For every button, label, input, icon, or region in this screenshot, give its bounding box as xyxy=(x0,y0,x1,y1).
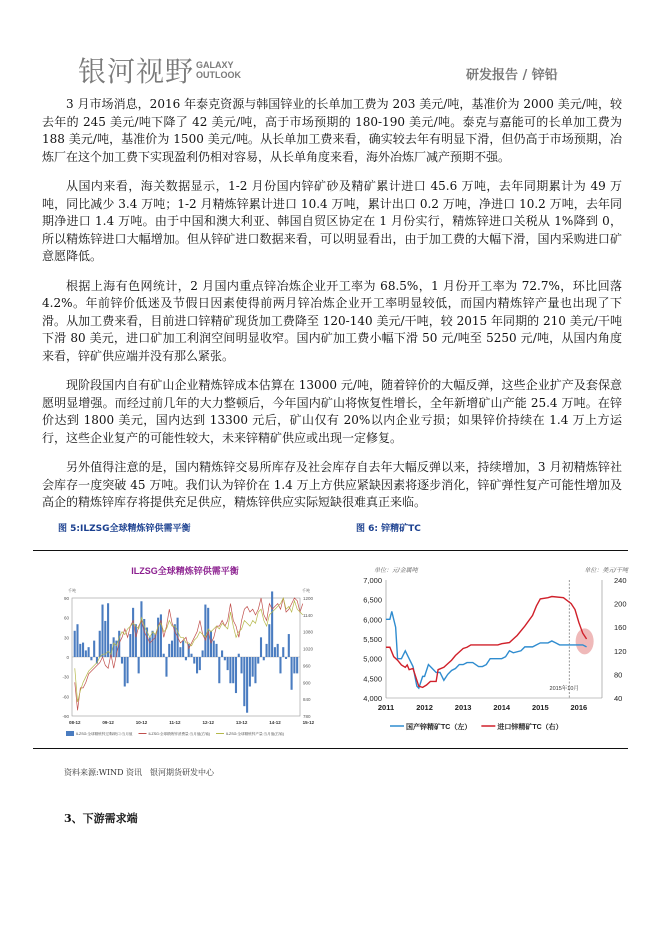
bar xyxy=(99,631,101,657)
y-tick-left: -90 xyxy=(62,714,69,719)
y-tick-right: 80 xyxy=(614,670,623,680)
bar xyxy=(132,608,134,657)
bar xyxy=(210,631,212,657)
bar xyxy=(101,605,103,657)
bar xyxy=(104,621,106,657)
bar xyxy=(246,657,248,713)
bar xyxy=(204,605,206,657)
bar xyxy=(296,657,298,673)
bar xyxy=(235,657,237,693)
bar xyxy=(185,657,187,660)
bar xyxy=(240,657,242,673)
legend-label: ILZSG:全球精炼锌过剩/缺口:当月值 xyxy=(76,732,133,736)
legend-label: ILZSG:全球精炼锌产量:当月值(右轴) xyxy=(226,732,284,736)
y-tick-right: 200 xyxy=(614,599,627,609)
bar xyxy=(221,650,223,657)
bar xyxy=(182,641,184,657)
bar xyxy=(279,657,281,673)
bar xyxy=(88,647,90,657)
logo-cn-text: 银河视野 xyxy=(78,55,195,88)
bar xyxy=(74,631,76,657)
y-tick-left: 90 xyxy=(63,596,69,601)
bar xyxy=(171,641,173,657)
bar xyxy=(82,643,84,657)
right-unit: 千吨 xyxy=(302,588,310,593)
y-tick-right: 120 xyxy=(614,646,627,656)
chart-zinc-tc xyxy=(350,558,630,744)
bar xyxy=(263,657,265,660)
paragraph: 从国内来看，海关数据显示，1-2 月份国内锌矿砂及精矿累计进口 45.6 万吨，去年同期累计为 49 万吨，同比减少 3.4 万吨；1-2 月精炼锌累计进口 10.4 万吨，累计出口 0.2 万吨，净进口 10.2 万吨，去年同期净进口 1.4 万吨。由于中国和澳大利亚、韩国自贸区协定在 1 月份实行，精炼锌进口关税从 1%降到 0，所以精炼锌进口大幅增加。但从锌矿进口数据来看，可以明显看出，由于加工费的大幅下滑，国内采购进口矿意愿降低。 xyxy=(42,179,622,263)
y-tick-left: 4,500 xyxy=(363,674,382,684)
bar xyxy=(227,657,229,670)
bar xyxy=(232,657,234,683)
y-tick-right: 780 xyxy=(303,714,311,719)
bar xyxy=(249,657,251,687)
bar xyxy=(76,624,78,657)
bar xyxy=(285,657,287,659)
bar xyxy=(266,644,268,657)
logo-en-text xyxy=(196,60,241,80)
bar xyxy=(165,657,167,677)
source-note: 资料来源:WIND 资讯 银河期货研发中心 xyxy=(64,768,215,777)
bar xyxy=(129,634,131,657)
y-tick-left: 6,500 xyxy=(363,595,382,605)
y-tick-left: -60 xyxy=(62,694,69,700)
y-tick-left: -30 xyxy=(62,674,69,680)
y-tick-right: 960 xyxy=(303,663,311,669)
left-unit: 单位：元/金属吨 xyxy=(374,568,418,574)
bar xyxy=(90,657,92,660)
bar xyxy=(213,641,215,657)
legend-label: 国产锌精矿TC（左） xyxy=(406,724,472,731)
y-tick-right: 1020 xyxy=(303,646,314,652)
y-tick-left: 6,000 xyxy=(363,615,382,625)
paragraph: 3 月市场消息，2016 年泰克资源与韩国锌业的长单加工费为 203 美元/吨，基准价为 2000 美元/吨，较去年的 245 美元/吨下降了 42 美元/吨，高于市场预期的 180-190 美元/吨。泰克与嘉能可的长单加工费为 188 美元/吨，基准价为 1500 美元/吨。从长单加工费来看，确实较去年有明显下滑，但仍高于市场预期，冶炼厂在这个加工费下实现盈利仍相对容易，从长单角度来看，海外冶炼厂减产预期不强。 xyxy=(42,97,622,164)
y-tick-right: 1200 xyxy=(303,596,314,601)
bar xyxy=(168,644,170,657)
bar xyxy=(252,657,254,677)
bar xyxy=(243,657,245,706)
figure-bottom-rule xyxy=(33,748,628,749)
figure-top-rule xyxy=(33,550,628,551)
paragraph: 另外值得注意的是，国内精炼锌交易所库存及社会库存自去年大幅反弹以来，持续增加，3 月初精炼锌社会库存一度突破 45 万吨。我们认为锌价在 1.4 万上方供应紧缺因素将逐步消化，锌矿弹性复产可能性增加及高企的精炼锌库存将提供充足供应，精炼锌供应实际短缺很难真正来临。 xyxy=(42,460,622,509)
chart-title: ILZSG全球精炼锌供需平衡 xyxy=(131,566,239,576)
legend-swatch xyxy=(66,731,74,736)
y-tick-right: 1140 xyxy=(303,612,313,618)
bar xyxy=(85,650,87,657)
bar xyxy=(229,657,231,683)
highlight-ellipse xyxy=(576,628,594,654)
x-tick: 2015 xyxy=(531,703,549,712)
bar xyxy=(202,650,204,657)
x-tick: 11-12 xyxy=(169,720,181,725)
y-tick-right: 1080 xyxy=(303,629,314,635)
bar xyxy=(152,631,154,657)
bar xyxy=(238,654,240,657)
bar xyxy=(254,657,256,683)
x-tick: 13-12 xyxy=(235,720,248,725)
bar xyxy=(257,657,259,664)
bar xyxy=(163,654,165,657)
y-tick-right: 240 xyxy=(614,576,627,585)
bar xyxy=(277,644,279,657)
legend-label: ILZSG:全球精炼锌消费量:当月值(右轴) xyxy=(148,732,211,736)
bar xyxy=(288,634,290,657)
figure5-caption: 图 5:ILZSG全球精炼锌供需平衡 xyxy=(58,524,191,534)
bar xyxy=(218,657,220,683)
report-type: 研发报告 / 锌铅 xyxy=(466,68,558,83)
y-tick-left: 4,000 xyxy=(363,694,382,703)
x-tick: 2012 xyxy=(416,703,433,712)
y-tick-right: 40 xyxy=(614,694,623,703)
x-tick: 09-12 xyxy=(102,720,114,725)
logo-en-1: GALAXY xyxy=(196,60,234,70)
x-tick: 2014 xyxy=(493,703,511,712)
bar xyxy=(107,603,109,657)
x-tick: 2013 xyxy=(454,703,472,712)
x-tick: 2016 xyxy=(570,703,588,712)
annotation-label: 2015年10月 xyxy=(549,686,579,692)
paragraph: 根据上海有色网统计，2 月国内重点锌冶炼企业开工率为 68.5%，1 月份开工率为 72.7%，环比回落 4.2%。年前锌价低迷及节假日因素使得前两月锌冶炼企业开工率明显较低，而国内精炼锌产量也出现了下滑。从加工费来看，目前进口锌精矿现货加工费降至 120-140 美元/干吨，较 2015 年同期的 210 美元/干吨下滑 80 美元，进口矿加工利润空间明显收窄。国内矿加工费小幅下滑 50 元/吨至 5250 元/吨，从国内角度来看，锌矿供应端并没有那么紧张。 xyxy=(42,278,622,363)
bar xyxy=(268,624,270,657)
series-line-1 xyxy=(386,597,587,688)
right-unit: 单位：美元/干吨 xyxy=(584,568,628,574)
y-tick-right: 900 xyxy=(303,680,311,686)
bar xyxy=(126,657,128,683)
bar xyxy=(121,657,123,664)
bar xyxy=(282,647,284,657)
x-tick: 10-12 xyxy=(135,720,148,725)
bar xyxy=(135,624,137,657)
bar xyxy=(260,637,262,657)
x-tick: 15-12 xyxy=(302,720,315,725)
galaxy-outlook-logo xyxy=(78,50,241,90)
bar xyxy=(293,657,295,673)
x-tick: 08-12 xyxy=(69,720,81,725)
body-text xyxy=(42,96,622,524)
bar xyxy=(138,657,140,673)
x-tick: 12-12 xyxy=(202,720,215,725)
y-tick-left: 30 xyxy=(63,635,69,641)
bar xyxy=(215,644,217,657)
bar xyxy=(274,647,276,657)
chart-zinc-balance xyxy=(40,556,330,742)
bar xyxy=(93,641,95,657)
bar xyxy=(196,657,198,673)
bar xyxy=(224,657,226,660)
legend-label: 进口锌精矿TC（右） xyxy=(497,724,563,731)
y-tick-right: 840 xyxy=(303,697,311,703)
y-tick-left: 5,000 xyxy=(363,654,382,664)
bar xyxy=(149,637,151,657)
bar xyxy=(291,657,293,690)
x-tick: 14-12 xyxy=(269,720,281,725)
section-title: 3、下游需求端 xyxy=(64,812,138,825)
y-tick-left: 7,000 xyxy=(363,576,382,585)
y-tick-left: 5,500 xyxy=(363,635,382,644)
bar xyxy=(199,657,201,670)
logo-en-2: OUTLOOK xyxy=(196,70,242,80)
bar xyxy=(79,644,81,657)
bar xyxy=(179,647,181,657)
bar xyxy=(190,654,192,657)
bar xyxy=(157,618,159,657)
bar xyxy=(124,657,126,687)
bar xyxy=(271,591,273,657)
paragraph: 现阶段国内自有矿山企业精炼锌成本估算在 13000 元/吨，随着锌价的大幅反弹，这些企业扩产及套保意愿明显增强。而经过前几年的大力整顿后，今年国内矿山将恢复性增长，全年新增矿山产能 25.4 万吨。在锌价达到 1800 美元，国内达到 13300 元后，矿山仅有 20%以内企业亏损；如果锌价持续在 1.4 万上方运行，这些企业复产的可能性较大，未来锌精矿供应或出现一定修复。 xyxy=(42,378,622,445)
x-tick: 2011 xyxy=(377,703,395,712)
left-unit: 千吨 xyxy=(68,588,76,593)
y-tick-right: 160 xyxy=(614,623,627,633)
figure6-caption: 图 6: 锌精矿TC xyxy=(356,524,421,534)
bar xyxy=(140,601,142,657)
y-tick-left: 60 xyxy=(63,615,69,621)
y-tick-left: 0 xyxy=(66,655,69,660)
bar xyxy=(193,657,195,664)
